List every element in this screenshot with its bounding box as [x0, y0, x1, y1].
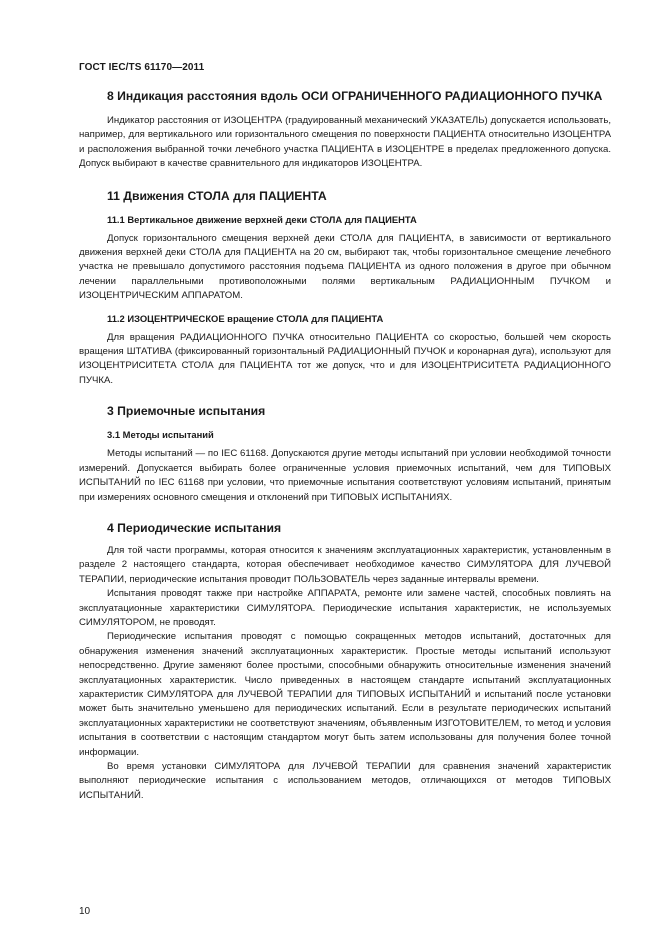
paragraph: Во время установки СИМУЛЯТОРА для ЛУЧЕВОЙ ТЕРАПИИ для сравнения значений характеристик выполняют периодические испытания с использованием методов, отличающихся от методов ТИПОВЫХ ИСПЫТАНИЙ.: [79, 761, 611, 801]
paragraph: Испытания проводят также при настройке АППАРАТА, ремонте или замене частей, способных повлиять на эксплуатационные характеристики СИМУЛЯТОРА. Периодические испытания характеристик, не используемых СИМУЛЯТОРОМ, не проводят.: [79, 588, 611, 628]
section-heading: 3 Приемочные испытания: [107, 404, 266, 419]
paragraph: Допуск горизонтального смещения верхней деки СТОЛА для ПАЦИЕНТА, в зависимости от вертикального движения верхней деки СТОЛА для ПАЦИЕНТА на 20 см, выбирают так, чтобы горизонтальное смещение лечебного участка не превышало допустимого расстояния подъема ПАЦИЕНТА из одного положения в другое при обычном лечении параллельными противоположными полями вертикальным РАДИАЦИОННЫМ ПУЧКОМ и ИЗОЦЕНТРИЧЕСКИМ АППАРАТОМ.: [79, 232, 611, 302]
page-number: 10: [79, 906, 91, 917]
paragraph: Индикатор расстояния от ИЗОЦЕНТРА (градуированный механический УКАЗАТЕЛЬ) допускается использовать, например, для вертикального или горизонтального смещения по поверхности ПАЦИЕНТА относительно ИЗОЦЕНТРА и расположения выбранной точки лечебного участка ПАЦИЕНТА в ИЗОЦЕНТРЕ в пределах предложенного допуска. Допуск выбирают в качестве сравнительного для индикаторов ИЗОЦЕНТРА.: [79, 115, 611, 170]
subsection-heading: 11.1 Вертикальное движение верхней деки СТОЛА для ПАЦИЕНТА: [107, 213, 417, 225]
paragraph: Периодические испытания проводят с помощью сокращенных методов испытаний, достаточных для обнаружения изменения значений эксплуатационных характеристик. Простые методы испытаний используют непосредственно. Другие заменяют более простыми, способными обнаружить относительные изменения значений эксплуатационных характеристик. Число приведенных в настоящем стандарте испытаний эксплуатационных характеристик СИМУЛЯТОРА для ЛУЧЕВОЙ ТЕРАПИИ для ТИПОВЫХ ИСПЫТАНИЙ и испытаний после установки может быть значительно уменьшено для периодических испытаний. Если в результате периодических испытаний эксплуатационных характеристики не соответствуют значениям, объявленным ИЗГОТОВИТЕЛЕМ, то метод и условия испытания в соответствии с настоящим стандартом могут быть затем использованы для получения более точной информации.: [79, 631, 611, 758]
section-heading: 8 Индикация расстояния вдоль ОСИ ОГРАНИЧЕННОГО РАДИАЦИОННОГО ПУЧКА: [107, 89, 603, 103]
document-body: [79, 88, 611, 803]
standard-header: ГОСТ IEC/TS 61170—2011: [79, 62, 205, 73]
section-heading: 11 Движения СТОЛА для ПАЦИЕНТА: [107, 188, 327, 203]
paragraph: Для вращения РАДИАЦИОННОГО ПУЧКА относительно ПАЦИЕНТА со скоростью, большей чем скорость вращения ШТАТИВА (фиксированный горизонтальный РАДИАЦИОННЫЙ ПУЧОК и коронарная дуга), используют для ИЗОЦЕНТРИСИТЕТА СТОЛА для ПАЦИЕНТА тот же допуск, что и для ИЗОЦЕНТРИСИТЕТА РАДИАЦИОННОГО ПУЧКА.: [79, 331, 611, 386]
paragraph: Методы испытаний — по IEC 61168. Допускаются другие методы испытаний при условии необходимой точности измерений. Допускается выбирать более ограниченные условия приемочных испытаний, чем для ТИПОВЫХ ИСПЫТАНИЙ по IEC 61168 при условии, что приемочные испытания соответствуют условиям испытаний, принятым при измерениях основного смещения и отклонений при ТИПОВЫХ ИСПЫТАНИЯХ.: [79, 448, 611, 503]
paragraph: Для той части программы, которая относится к значениям эксплуатационных характеристик, установленным в разделе 2 настоящего стандарта, которая обеспечивает необходимое качество СИМУЛЯТОРА ДЛЯ ЛУЧЕВОЙ ТЕРАПИИ, периодические испытания проводит ПОЛЬЗОВАТЕЛЬ через заданные интервалы времени.: [79, 544, 611, 585]
section-heading: 4 Периодические испытания: [107, 520, 282, 535]
subsection-heading: 11.2 ИЗОЦЕНТРИЧЕСКОЕ вращение СТОЛА для ПАЦИЕНТА: [107, 312, 384, 324]
subsection-heading: 3.1 Методы испытаний: [107, 429, 214, 441]
